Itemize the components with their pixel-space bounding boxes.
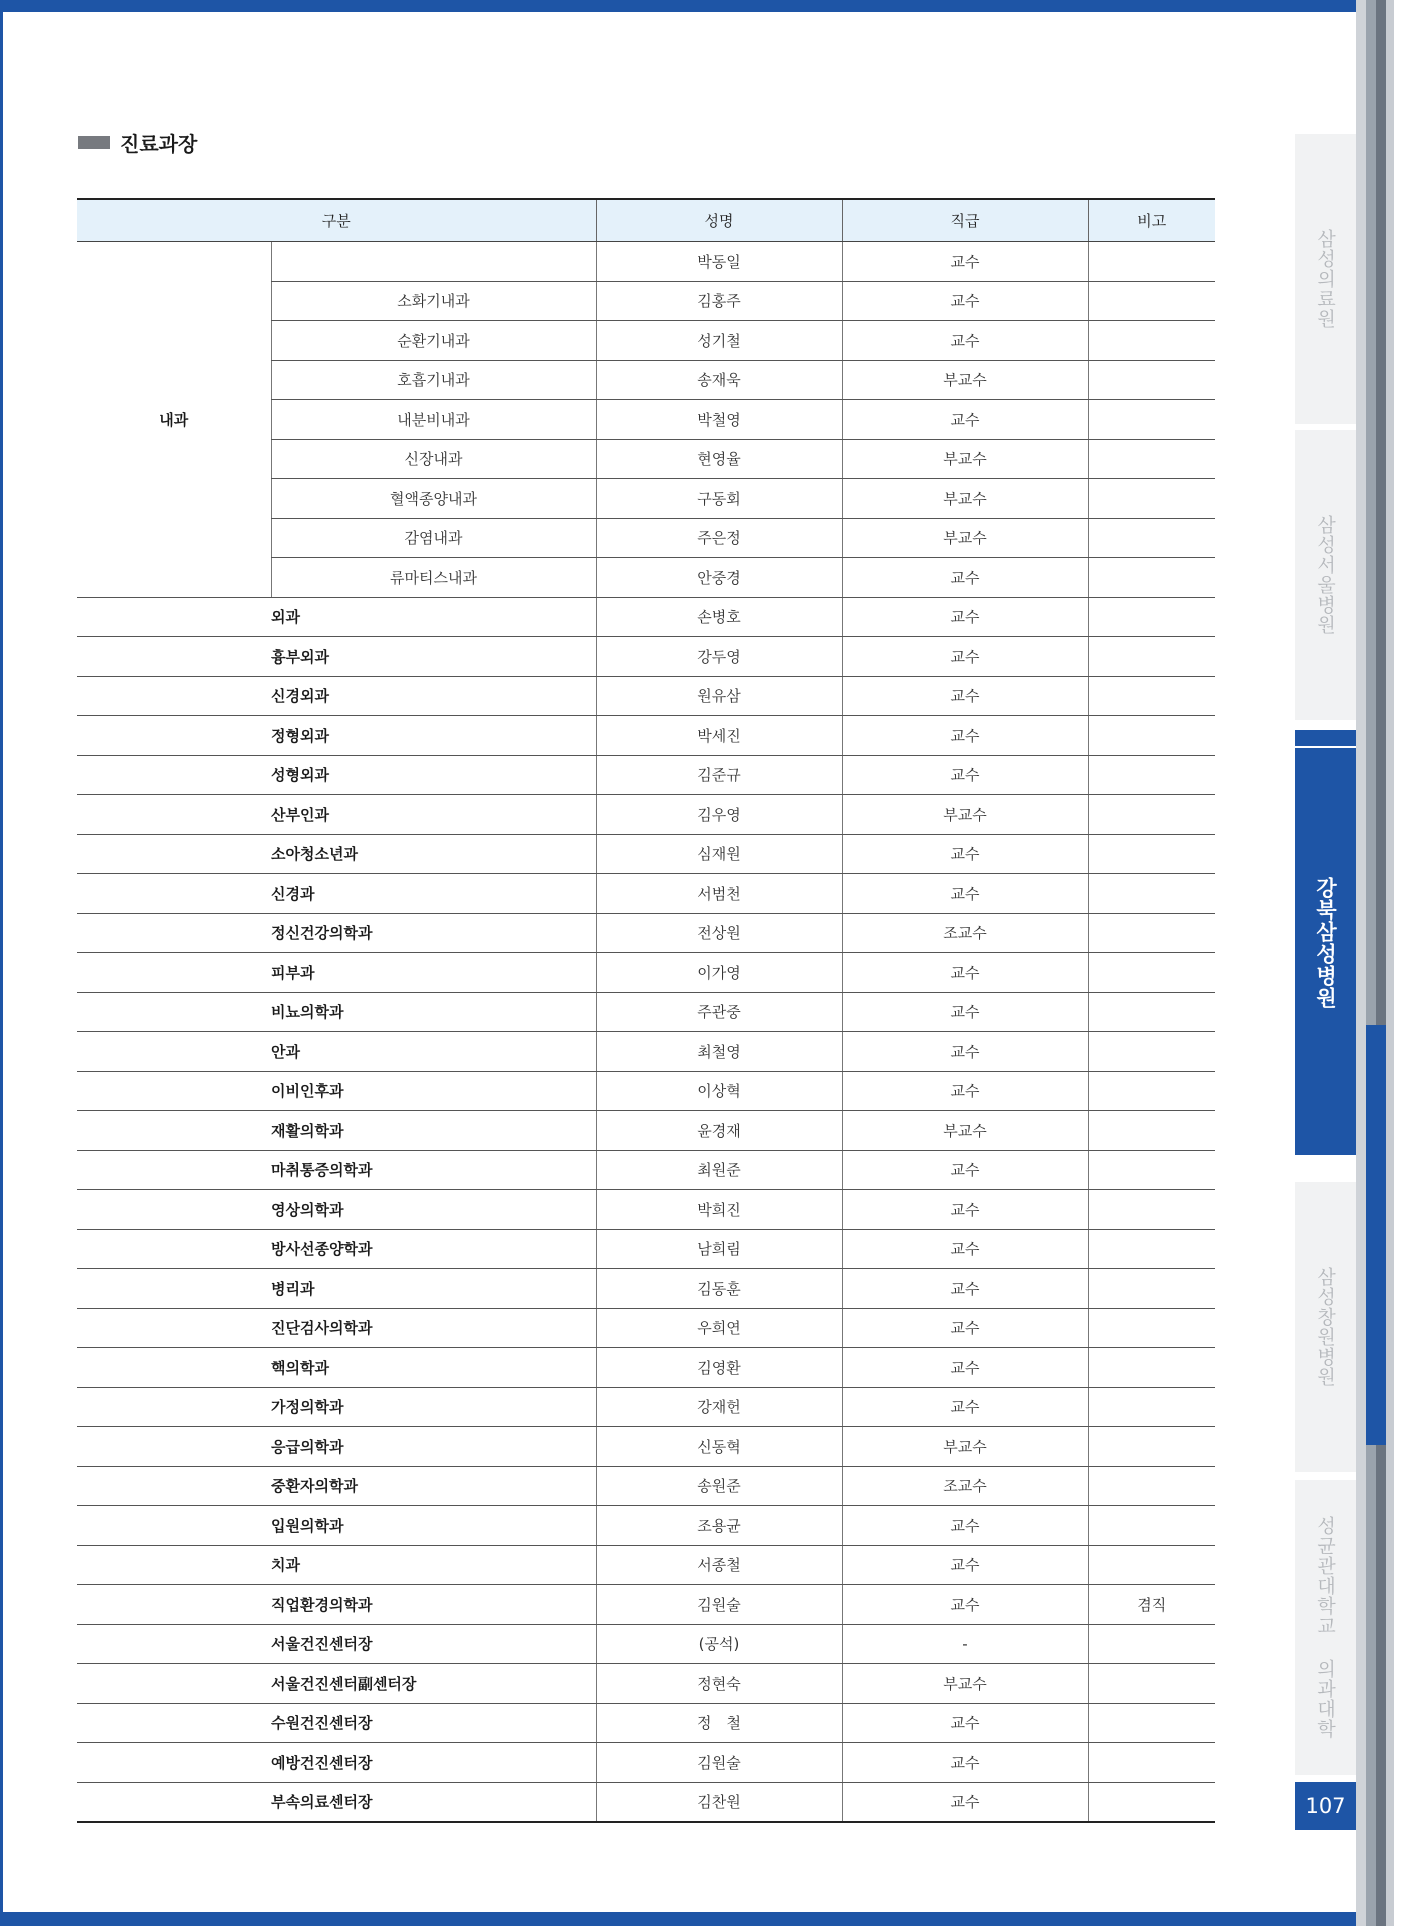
table-row: [77, 637, 1215, 677]
name-cell: 박동일: [596, 242, 842, 282]
note-cell: [1088, 597, 1215, 637]
side-tab-label: 삼성서울병원: [1314, 515, 1336, 635]
note-cell: [1088, 518, 1215, 558]
note-cell: [1088, 755, 1215, 795]
note-cell: [1088, 281, 1215, 321]
note-cell: [1088, 1703, 1215, 1743]
name-cell: 김홍주: [596, 281, 842, 321]
table-row: [77, 597, 1215, 637]
rank-cell: 부교수: [842, 479, 1088, 519]
table-row: [77, 1782, 1215, 1822]
rank-cell: 교수: [842, 1348, 1088, 1388]
dept-cell: 중환자의학과: [77, 1466, 596, 1506]
table-row: [77, 1387, 1215, 1427]
page-edge: [1356, 0, 1366, 1926]
table-row: [77, 1308, 1215, 1348]
rank-cell: 교수: [842, 558, 1088, 598]
sub-dept-cell: 소화기내과: [271, 281, 596, 321]
note-cell: [1088, 439, 1215, 479]
dept-cell: 외과: [77, 597, 596, 637]
side-tab-skku-medicine[interactable]: [1295, 1480, 1356, 1775]
table-row: [77, 913, 1215, 953]
note-cell: [1088, 1071, 1215, 1111]
rank-cell: 교수: [842, 676, 1088, 716]
name-cell: 우희연: [596, 1308, 842, 1348]
name-cell: 김원술: [596, 1585, 842, 1625]
rank-cell: 교수: [842, 874, 1088, 914]
dept-cell: 서울건진센터副센터장: [77, 1664, 596, 1704]
rank-cell: 부교수: [842, 360, 1088, 400]
rank-cell: 부교수: [842, 518, 1088, 558]
dept-cell: 비뇨의학과: [77, 992, 596, 1032]
side-tab-samsung-medical-center[interactable]: [1295, 134, 1356, 424]
dept-cell: 진단검사의학과: [77, 1308, 596, 1348]
table-row: [77, 1703, 1215, 1743]
dept-cell: 치과: [77, 1545, 596, 1585]
rank-cell: 교수: [842, 281, 1088, 321]
rank-cell: 교수: [842, 716, 1088, 756]
note-cell: [1088, 1190, 1215, 1230]
dept-cell: 성형외과: [77, 755, 596, 795]
table-row: [77, 1506, 1215, 1546]
dept-cell: 이비인후과: [77, 1071, 596, 1111]
name-cell: 안중경: [596, 558, 842, 598]
rank-cell: 교수: [842, 637, 1088, 677]
name-cell: 전상원: [596, 913, 842, 953]
section-heading: [78, 128, 197, 157]
name-cell: 성기철: [596, 321, 842, 361]
rank-cell: 교수: [842, 1506, 1088, 1546]
note-cell: [1088, 637, 1215, 677]
group-label-internal-medicine: 내과: [77, 242, 271, 598]
name-cell: 현영율: [596, 439, 842, 479]
note-cell: [1088, 479, 1215, 519]
table-row: [77, 1743, 1215, 1783]
name-cell: 박희진: [596, 1190, 842, 1230]
dept-cell: 수원건진센터장: [77, 1703, 596, 1743]
dept-cell: 입원의학과: [77, 1506, 596, 1546]
page-number: 107: [1295, 1782, 1356, 1830]
dept-cell: 신경과: [77, 874, 596, 914]
note-cell: [1088, 1506, 1215, 1546]
dept-cell: 정형외과: [77, 716, 596, 756]
table-row: [77, 992, 1215, 1032]
sub-dept-cell: 호흡기내과: [271, 360, 596, 400]
name-cell: 구동회: [596, 479, 842, 519]
table-row: [77, 1150, 1215, 1190]
rank-cell: 교수: [842, 1269, 1088, 1309]
name-cell: 서범천: [596, 874, 842, 914]
name-cell: 송재욱: [596, 360, 842, 400]
side-tab-label: 삼성의료원: [1314, 229, 1336, 329]
sub-dept-cell: 신장내과: [271, 439, 596, 479]
name-cell: 김찬원: [596, 1782, 842, 1822]
name-cell: 정현숙: [596, 1664, 842, 1704]
dept-cell: 병리과: [77, 1269, 596, 1309]
sub-dept-cell: [271, 242, 596, 282]
header-rank: 직급: [842, 199, 1088, 242]
rank-cell: 부교수: [842, 1111, 1088, 1151]
table-row: [77, 755, 1215, 795]
note-cell: [1088, 913, 1215, 953]
side-tab-label: 삼성창원병원: [1314, 1267, 1336, 1387]
dept-cell: 예방건진센터장: [77, 1743, 596, 1783]
note-cell: [1088, 1545, 1215, 1585]
rank-cell: 교수: [842, 1585, 1088, 1625]
note-cell: [1088, 1466, 1215, 1506]
rank-cell: 교수: [842, 1071, 1088, 1111]
note-cell: [1088, 1032, 1215, 1072]
table-row: [77, 1071, 1215, 1111]
note-cell: [1088, 1624, 1215, 1664]
name-cell: 김동훈: [596, 1269, 842, 1309]
heading-bar-icon: [78, 136, 110, 149]
name-cell: 강재헌: [596, 1387, 842, 1427]
note-cell: [1088, 1664, 1215, 1704]
dept-cell: 응급의학과: [77, 1427, 596, 1467]
note-cell: [1088, 1743, 1215, 1783]
page-edge-tab-mark: [1366, 1025, 1386, 1445]
header-name: 성명: [596, 199, 842, 242]
name-cell: 이가영: [596, 953, 842, 993]
note-cell: [1088, 795, 1215, 835]
table-row: [77, 834, 1215, 874]
note-cell: [1088, 242, 1215, 282]
rank-cell: 교수: [842, 992, 1088, 1032]
dept-cell: 영상의학과: [77, 1190, 596, 1230]
dept-cell: 정신건강의학과: [77, 913, 596, 953]
table-row: [77, 1585, 1215, 1625]
dept-cell: 서울건진센터장: [77, 1624, 596, 1664]
table-row: [77, 242, 1215, 282]
dept-cell: 부속의료센터장: [77, 1782, 596, 1822]
name-cell: 김원술: [596, 1743, 842, 1783]
table-row: [77, 1032, 1215, 1072]
rank-cell: 부교수: [842, 795, 1088, 835]
name-cell: 박세진: [596, 716, 842, 756]
name-cell: 원유삼: [596, 676, 842, 716]
rank-cell: 교수: [842, 834, 1088, 874]
note-cell: [1088, 1387, 1215, 1427]
name-cell: 정 철: [596, 1703, 842, 1743]
bottom-border: [0, 1912, 1411, 1926]
name-cell: 이상혁: [596, 1071, 842, 1111]
page-edge: [1386, 0, 1394, 1926]
sub-dept-cell: 감염내과: [271, 518, 596, 558]
rank-cell: 교수: [842, 755, 1088, 795]
rank-cell: 부교수: [842, 1427, 1088, 1467]
table-row: [77, 1427, 1215, 1467]
note-cell: [1088, 1348, 1215, 1388]
side-tab-kangbuk-samsung-hospital[interactable]: [1295, 730, 1356, 1155]
name-cell: 주은정: [596, 518, 842, 558]
name-cell: (공석): [596, 1624, 842, 1664]
note-cell: [1088, 321, 1215, 361]
rank-cell: 교수: [842, 1190, 1088, 1230]
note-cell: [1088, 400, 1215, 440]
note-cell: [1088, 1111, 1215, 1151]
rank-cell: 교수: [842, 321, 1088, 361]
note-cell: [1088, 1150, 1215, 1190]
side-tab-label: 강북삼성병원: [1313, 876, 1338, 1009]
rank-cell: 교수: [842, 1150, 1088, 1190]
name-cell: 조용균: [596, 1506, 842, 1546]
name-cell: 최원준: [596, 1150, 842, 1190]
side-tab-label: 성균관대학교 의과대학: [1314, 1516, 1336, 1739]
rank-cell: 부교수: [842, 439, 1088, 479]
rank-cell: 교수: [842, 597, 1088, 637]
dept-cell: 직업환경의학과: [77, 1585, 596, 1625]
name-cell: 송원준: [596, 1466, 842, 1506]
page-edge: [1376, 0, 1386, 1926]
dept-cell: 가정의학과: [77, 1387, 596, 1427]
rank-cell: 교수: [842, 1703, 1088, 1743]
table-row: [77, 1348, 1215, 1388]
name-cell: 최철영: [596, 1032, 842, 1072]
page-edge: [1394, 0, 1411, 1926]
name-cell: 강두영: [596, 637, 842, 677]
rank-cell: 교수: [842, 1387, 1088, 1427]
name-cell: 주관중: [596, 992, 842, 1032]
sub-dept-cell: 혈액종양내과: [271, 479, 596, 519]
name-cell: 박철영: [596, 400, 842, 440]
note-cell: [1088, 1269, 1215, 1309]
dept-cell: 흉부외과: [77, 637, 596, 677]
left-border: [0, 0, 3, 1926]
side-tab-samsung-changwon-hospital[interactable]: [1295, 1182, 1356, 1472]
dept-cell: 피부과: [77, 953, 596, 993]
sub-dept-cell: 류마티스내과: [271, 558, 596, 598]
note-cell: [1088, 953, 1215, 993]
department-heads-table: [77, 198, 1215, 1823]
table-row: [77, 1229, 1215, 1269]
rank-cell: 교수: [842, 1743, 1088, 1783]
rank-cell: 교수: [842, 242, 1088, 282]
rank-cell: 교수: [842, 1229, 1088, 1269]
name-cell: 김우영: [596, 795, 842, 835]
table-row: [77, 1545, 1215, 1585]
dept-cell: 소아청소년과: [77, 834, 596, 874]
note-cell: [1088, 1427, 1215, 1467]
rank-cell: 교수: [842, 1032, 1088, 1072]
table-row: [77, 1624, 1215, 1664]
table-header-row: [77, 199, 1215, 242]
note-cell: [1088, 1308, 1215, 1348]
rank-cell: -: [842, 1624, 1088, 1664]
table-row: [77, 795, 1215, 835]
table-row: [77, 1664, 1215, 1704]
table-row: [77, 953, 1215, 993]
name-cell: 손병호: [596, 597, 842, 637]
name-cell: 서종철: [596, 1545, 842, 1585]
dept-cell: 재활의학과: [77, 1111, 596, 1151]
rank-cell: 교수: [842, 1308, 1088, 1348]
note-cell: [1088, 716, 1215, 756]
dept-cell: 핵의학과: [77, 1348, 596, 1388]
rank-cell: 부교수: [842, 1664, 1088, 1704]
tab-top-line: [1295, 730, 1356, 748]
rank-cell: 조교수: [842, 1466, 1088, 1506]
sub-dept-cell: 순환기내과: [271, 321, 596, 361]
note-cell: [1088, 676, 1215, 716]
table-row: [77, 676, 1215, 716]
sub-dept-cell: 내분비내과: [271, 400, 596, 440]
note-cell: [1088, 992, 1215, 1032]
note-cell: [1088, 1782, 1215, 1822]
rank-cell: 교수: [842, 400, 1088, 440]
dept-cell: 신경외과: [77, 676, 596, 716]
header-note: 비고: [1088, 199, 1215, 242]
rank-cell: 교수: [842, 1545, 1088, 1585]
table-row: [77, 1111, 1215, 1151]
name-cell: 김영환: [596, 1348, 842, 1388]
note-cell: [1088, 360, 1215, 400]
side-tab-samsung-seoul-hospital[interactable]: [1295, 430, 1356, 720]
dept-cell: 안과: [77, 1032, 596, 1072]
dept-cell: 마취통증의학과: [77, 1150, 596, 1190]
note-cell: [1088, 834, 1215, 874]
dept-cell: 산부인과: [77, 795, 596, 835]
name-cell: 신동혁: [596, 1427, 842, 1467]
note-cell: [1088, 1229, 1215, 1269]
name-cell: 김준규: [596, 755, 842, 795]
name-cell: 남희림: [596, 1229, 842, 1269]
header-category: 구분: [77, 199, 596, 242]
table-row: [77, 1466, 1215, 1506]
name-cell: 심재원: [596, 834, 842, 874]
page-edge: [1366, 0, 1376, 1926]
section-title: 진료과장: [120, 132, 198, 156]
table-row: [77, 716, 1215, 756]
rank-cell: 조교수: [842, 913, 1088, 953]
note-cell: [1088, 558, 1215, 598]
table-row: [77, 874, 1215, 914]
note-cell: [1088, 874, 1215, 914]
top-border: [0, 0, 1411, 12]
note-cell: 겸직: [1088, 1585, 1215, 1625]
rank-cell: 교수: [842, 1782, 1088, 1822]
dept-cell: 방사선종양학과: [77, 1229, 596, 1269]
rank-cell: 교수: [842, 953, 1088, 993]
table-row: [77, 1269, 1215, 1309]
table-row: [77, 1190, 1215, 1230]
name-cell: 윤경재: [596, 1111, 842, 1151]
